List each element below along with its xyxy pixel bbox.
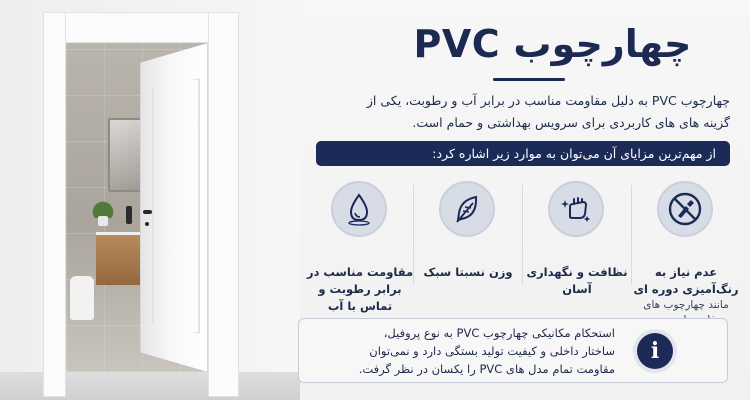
- feather-icon: [449, 191, 485, 227]
- door-lock: [145, 222, 149, 226]
- feature-no-painting: [632, 175, 740, 310]
- info-icon: [637, 333, 673, 369]
- feature-title: وزن نسبتا سبک: [423, 265, 513, 279]
- feature-label: [523, 247, 631, 315]
- no-paint-brush-icon: [667, 191, 703, 227]
- feature-title: نظافت و نگهداری آسان: [526, 265, 628, 296]
- door-handle: [143, 210, 152, 214]
- plant-decoration: [92, 198, 114, 218]
- water-drop-icon: [341, 191, 377, 227]
- feature-icon-circle: [548, 181, 604, 237]
- toilet: [70, 276, 94, 320]
- feature-icon-circle: [439, 181, 495, 237]
- info-box: [298, 318, 728, 383]
- intro-paragraph: چهارچوب PVC به دلیل مقاومت مناسب در برابر آب و رطوبت، یکی از گزینه های های کاربردی برای سرویس بهداشتی و حمام است.: [366, 93, 730, 130]
- feature-divider: [522, 185, 523, 285]
- page-title: چهارچوب PVC: [413, 22, 692, 66]
- features-row: [306, 175, 740, 313]
- feature-subtitle: مانند چهارچوب های: [643, 299, 729, 311]
- vanity-cabinet: [96, 232, 144, 285]
- feature-divider: [631, 185, 632, 285]
- advantages-banner: از مهم‌ترین مزایای آن می‌توان به موارد زیر اشاره کرد:: [316, 141, 730, 166]
- info-icon-glyph: i: [650, 338, 660, 364]
- cleaning-hand-sparkle-icon: [558, 191, 594, 227]
- feature-icon-circle: [331, 181, 387, 237]
- door-frame-left: [43, 12, 66, 397]
- soap-bottle: [126, 206, 132, 224]
- feature-title: عدم نیاز به رنگ‌آمیزی دوره ای: [633, 265, 739, 296]
- title-underline: [493, 78, 565, 81]
- feature-easy-cleaning: [523, 175, 631, 310]
- title-block: [360, 18, 745, 88]
- plant-pot: [98, 216, 108, 226]
- feature-lightweight: [414, 175, 522, 310]
- feature-title: مقاومت مناسب در برابر رطوبت و تماس با آب: [306, 265, 414, 313]
- feature-label: [414, 247, 522, 298]
- info-text: استحکام مکانیکی چهارچوب PVC به نوع پروفیل، ساختار داخلی و کیفیت تولید بستگی دارد و نمی‌توان مقاومت تمام مدل های PVC را یکسان در نظر گرفت.: [358, 326, 615, 376]
- feature-icon-circle: [657, 181, 713, 237]
- door-frame-right: [208, 12, 239, 397]
- door-panel-molding: [152, 78, 200, 334]
- feature-moisture-resistance: [306, 175, 414, 313]
